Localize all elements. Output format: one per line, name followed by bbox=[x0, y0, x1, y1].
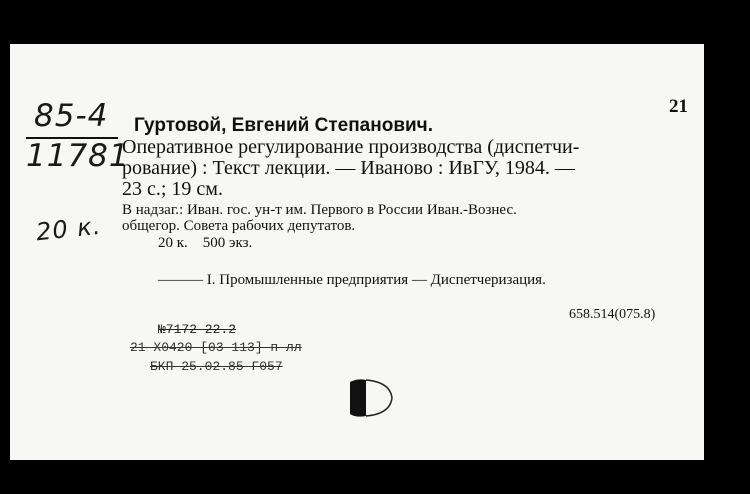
scan-border-left bbox=[0, 44, 10, 460]
handwritten-note: 20 к. bbox=[34, 211, 103, 247]
stamp-line: №7172 22.2 bbox=[158, 322, 237, 337]
card-number: 21 bbox=[669, 96, 688, 117]
stamp-line: БКП 25.02.85 Г057 bbox=[150, 359, 283, 374]
imprint-line: В надзаг.: Иван. гос. ун-т им. Первого в России Иван.-Вознес. bbox=[122, 202, 517, 218]
punch-hole-icon bbox=[344, 376, 398, 420]
imprint-note bbox=[122, 202, 694, 234]
udc-classification: 658.514(075.8) bbox=[569, 307, 656, 322]
body-line: рование) : Текст лекции. — Иваново : ИвГУ, 1984. — bbox=[122, 157, 575, 179]
body-line: Оперативное регулирование производства (диспетчи- bbox=[122, 136, 580, 158]
stamp-line: 21 X0420 [03-113] п лл bbox=[130, 340, 302, 355]
title-description bbox=[122, 137, 694, 200]
imprint-line: общегор. Совета рабочих депутатов. bbox=[122, 218, 356, 234]
price-and-print-run: 20 к. 500 экз. bbox=[158, 235, 253, 251]
scan-border-right bbox=[704, 0, 750, 494]
subject-tracing: ——— I. Промышленные предприятия — Диспетчеризация. bbox=[158, 272, 546, 288]
author-heading: Гуртовой, Евгений Степанович. bbox=[134, 115, 433, 136]
shelf-mark-bottom: 11781 bbox=[26, 138, 130, 174]
shelf-mark-top: 85-4 bbox=[34, 98, 109, 134]
scan-border-bottom bbox=[0, 460, 750, 494]
body-line: 23 с.; 19 см. bbox=[122, 178, 223, 200]
